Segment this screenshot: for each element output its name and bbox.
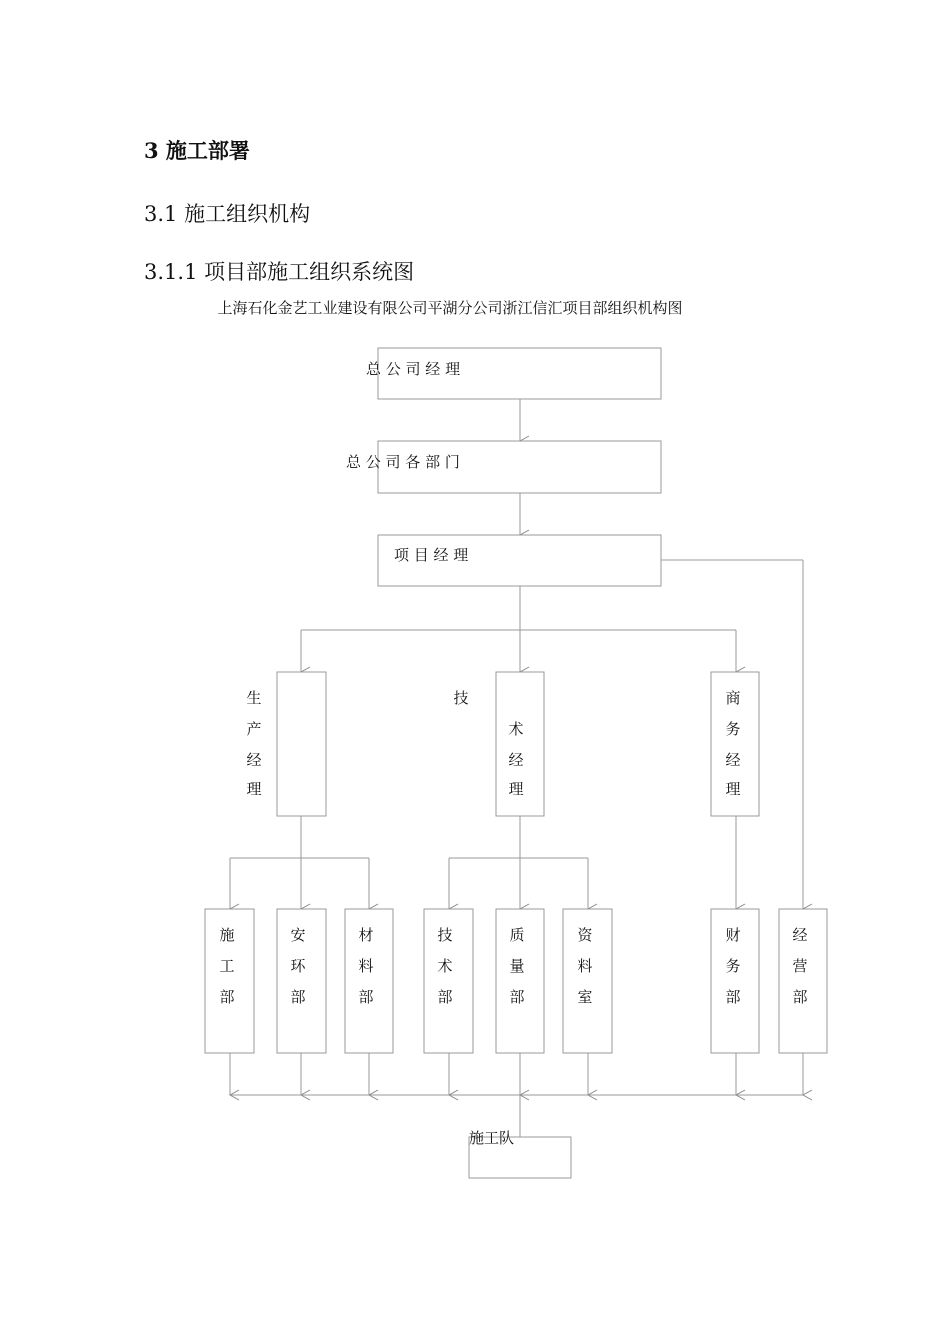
label-gm: 总 公 司 经 理	[366, 360, 461, 378]
label-biz: 商务经理	[725, 689, 741, 798]
label-constr: 施工部	[219, 926, 235, 1006]
label-prod: 生产经理	[246, 689, 262, 798]
label-techdept: 技术部	[437, 926, 453, 1006]
label-team: 施工队	[469, 1129, 515, 1147]
label-tech: 技术经理	[453, 689, 524, 798]
label-pm: 项 目 经 理	[394, 546, 469, 564]
label-marketing: 经营部	[792, 926, 808, 1006]
label-finance: 财务部	[725, 926, 741, 1006]
label-docs: 资料室	[577, 926, 593, 1006]
subsubsection-heading: 3.1.1 项目部施工组织系统图	[144, 260, 415, 284]
chart-caption: 上海石化金艺工业建设有限公司平湖分公司浙江信汇项目部组织机构图	[217, 299, 683, 317]
label-depts: 总 公 司 各 部 门	[346, 453, 460, 471]
label-safety: 安环部	[290, 926, 306, 1006]
label-quality: 质量部	[509, 926, 525, 1006]
section-heading: 3 施工部署	[144, 138, 250, 163]
subsection-heading: 3.1 施工组织机构	[144, 202, 311, 226]
label-material: 材料部	[358, 926, 374, 1006]
box-prod	[277, 672, 326, 816]
